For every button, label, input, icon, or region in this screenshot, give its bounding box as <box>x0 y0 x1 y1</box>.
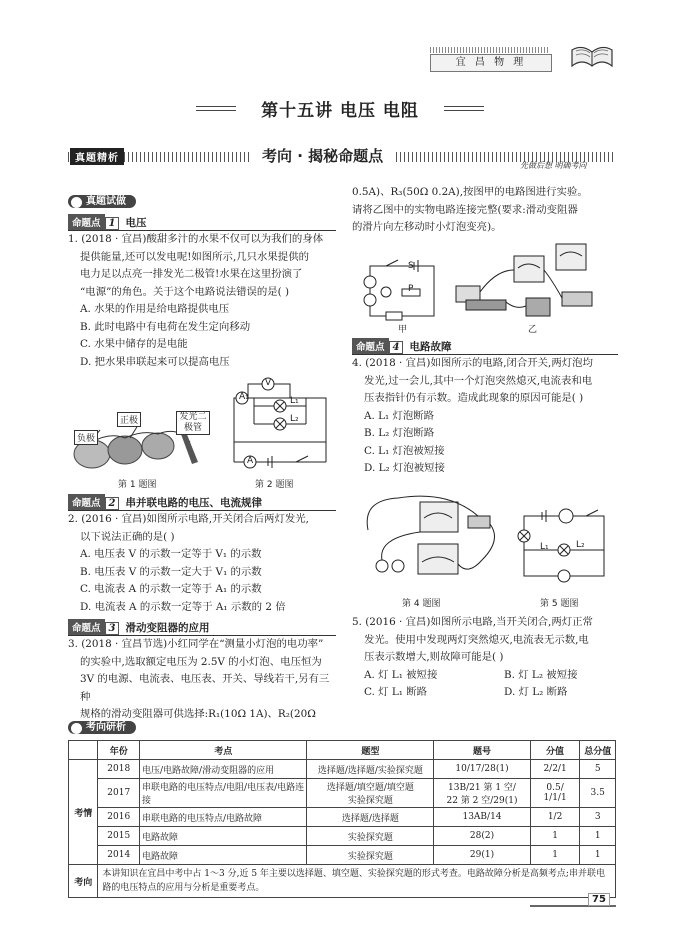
book-icon <box>568 40 616 72</box>
cell: 串联电路的电压特点/电路故障 <box>140 808 307 827</box>
cell: 13B/21 第 1 空/ 22 第 2 空/29(1) <box>434 779 530 808</box>
fig1-led-label: 发光二极管 <box>176 411 210 435</box>
q2-option-c: C. 电流表 A 的示数一定等于 A₁ 的示数 <box>80 583 262 595</box>
row-group-label: 考情 <box>69 760 98 865</box>
table-foot-row <box>69 865 616 898</box>
kd3-title: 滑动变阻器的应用 <box>125 622 210 634</box>
right-column <box>352 184 618 237</box>
fig2-circuit <box>220 376 338 474</box>
cell: 13AB/14 <box>434 808 530 827</box>
fig3-s-label: S <box>408 261 414 271</box>
q2-option-a: A. 电压表 V 的示数一定等于 V₁ 的示数 <box>80 548 262 560</box>
cell: 2015 <box>98 827 140 846</box>
table-corner <box>69 741 98 760</box>
q4-line: 发光,过一会儿,其中一个灯泡突然熄灭,电流表和电 <box>364 374 593 387</box>
q1-option-b: B. 此时电路中有电荷在发生定向移动 <box>80 320 251 333</box>
q4-option-b: B. L₂ 灯泡断路 <box>364 427 435 439</box>
cell: 3.5 <box>580 779 616 808</box>
kd4-heading <box>352 338 618 355</box>
kd1-num: 1 <box>105 217 120 230</box>
cell: 串联电路的电压特点/电阻/电压表/电路连接 <box>140 779 307 808</box>
cell: 10/17/28(1) <box>434 760 530 779</box>
cell: 29(1) <box>434 846 530 865</box>
fig2-a-label: A <box>247 456 254 466</box>
kd1-title: 电压 <box>125 217 147 229</box>
kd4-num: 4 <box>389 341 404 354</box>
right-column-2 <box>352 338 618 478</box>
q1-line: “电源”的角色。关于这个电路说法错误的是( ) <box>80 285 290 298</box>
kd3-num: 3 <box>105 622 120 635</box>
th-total: 总分值 <box>580 741 616 760</box>
kd2-num: 2 <box>105 497 120 510</box>
fig1-caption: 第 1 题图 <box>118 480 157 490</box>
cell: 2016 <box>98 808 140 827</box>
fig2-l2-label: L₂ <box>290 414 299 424</box>
q3-cont-line: 0.5A)、R₃(50Ω 0.2A),按图甲的电路图进行实验。 <box>352 186 588 198</box>
cell: 2014 <box>98 846 140 865</box>
q1-line: 提供能量,还可以发电呢!如图所示,几只水果提供的 <box>80 250 309 263</box>
fig2-caption: 第 2 题图 <box>255 480 294 490</box>
fig4-caption: 第 4 题图 <box>402 599 441 609</box>
left-column-2 <box>68 494 336 724</box>
cell: 1 <box>580 846 616 865</box>
q2-option-d: D. 电流表 A 的示数一定等于 A₁ 示数的 2 倍 <box>80 600 286 613</box>
q4-line: 压表指针仍有示数。造成此现象的原因可能是( ) <box>364 392 584 404</box>
cell: 2/2/1 <box>530 760 580 779</box>
kd1-heading <box>68 214 336 231</box>
kd2-tag: 命题点 <box>68 494 105 510</box>
table-row <box>69 760 616 779</box>
kd3-heading <box>68 619 336 636</box>
exam-stats-table <box>68 740 616 898</box>
band-label: 真题精析 <box>70 148 124 165</box>
q4-option-a: A. L₁ 灯泡断路 <box>364 409 435 422</box>
fig5-caption: 第 5 题图 <box>540 599 579 609</box>
header-tag: 宜 昌 物 理 <box>430 54 552 72</box>
cell: 3 <box>580 808 616 827</box>
fig2-v-label: V <box>265 378 272 388</box>
cell: 电路故障 <box>140 827 307 846</box>
fig3-p-label: P <box>408 284 414 294</box>
cell: 选择题/填空题/填空题 实验探究题 <box>307 779 434 808</box>
q5-line: 5. (2016 · 宜昌)如图所示电路,当开关闭合,两灯正常 <box>352 616 593 628</box>
q5-option-a: A. 灯 L₁ 被短接 <box>364 668 438 681</box>
th-type: 题型 <box>307 741 434 760</box>
q4-line: 4. (2018 · 宜昌)如图所示的电路,闭合开关,两灯泡均 <box>352 357 593 369</box>
cell: 实验探究题 <box>307 827 434 846</box>
cell: 28(2) <box>434 827 530 846</box>
table-row <box>69 846 616 865</box>
q2-option-b: B. 电压表 V 的示数一定大于 V₁ 的示数 <box>80 565 262 578</box>
fig3-circuits <box>356 240 616 336</box>
table-row <box>69 808 616 827</box>
cell: 1 <box>530 827 580 846</box>
q5-option-c: C. 灯 L₁ 断路 <box>364 686 428 698</box>
q3-line: 3V 的电源、电流表、电压表、开关、导线若干,另有三种 <box>80 673 330 703</box>
kd1-tag: 命题点 <box>68 214 105 230</box>
th-number: 题号 <box>434 741 530 760</box>
kd4-title: 电路故障 <box>409 341 452 353</box>
q3-line: 的实验中,选取额定电压为 2.5V 的小灯泡、电压恒为 <box>80 655 322 668</box>
q1-option-a: A. 水果的作用是给电路提供电压 <box>80 303 230 315</box>
cell: 1/2 <box>530 808 580 827</box>
q3-line: 规格的滑动变阻器可供选择:R₁(10Ω 1A)、R₂(20Ω <box>80 708 316 720</box>
cell: 2018 <box>98 760 140 779</box>
foot-text: 本讲知识在宜昌中考中占 1～3 分,近 5 年主要以选择题、填空题、实验探究题的形式考查。电路故障分析是高频考点;串并联电路的电压特点的应用与分析是重要考点。 <box>98 865 616 898</box>
q1-line: 电力足以点亮一排发光二极管!水果在这里扮演了 <box>80 268 303 280</box>
q5-line: 压表示数增大,则故障可能是( ) <box>364 651 504 663</box>
right-column-3 <box>352 614 618 702</box>
q5-line: 发光。使用中发现两灯突然熄灭,电流表无示数,电 <box>364 633 589 646</box>
fig2-a1-label: A₁ <box>239 392 249 402</box>
cell: 电路故障 <box>140 846 307 865</box>
cell: 0.5/ 1/1/1 <box>530 779 580 808</box>
q1-option-c: C. 水果中储存的是电能 <box>80 338 188 350</box>
band-subtitle: 先做后想 明确考向 <box>520 161 587 170</box>
q3-cont-line: 的滑片向左移动时小灯泡变亮)。 <box>352 221 502 233</box>
kd2-title: 串并联电路的电压、电流规律 <box>125 497 262 509</box>
section-kaoxiang: 考向研析 <box>68 721 136 734</box>
th-year: 年份 <box>98 741 140 760</box>
fig1-pos-label: 正极 <box>117 412 141 427</box>
chapter-title: 第十五讲 电压 电阻 <box>261 101 419 121</box>
table-row <box>69 779 616 808</box>
fig5-l1-label: L₁ <box>540 542 549 552</box>
cell: 1 <box>580 827 616 846</box>
cell: 选择题/选择题/实验探究题 <box>307 760 434 779</box>
q2-line: 以下说法正确的是( ) <box>80 530 175 543</box>
left-column <box>68 214 336 371</box>
q2-line: 2. (2016 · 宜昌)如图所示电路,开关闭合后两灯发光, <box>68 513 309 525</box>
cell: 2017 <box>98 779 140 808</box>
header-hatch <box>430 47 550 53</box>
kd3-tag: 命题点 <box>68 619 105 635</box>
section-zhenti: 真题试做 <box>68 195 136 208</box>
q5-option-d: D. 灯 L₂ 断路 <box>504 686 568 698</box>
page-number: 75 <box>588 893 610 906</box>
q1-line: 1. (2018 · 宜昌)酸甜多汁的水果不仅可以为我们的身体 <box>68 233 324 245</box>
q5-option-b: B. 灯 L₂ 被短接 <box>504 668 578 681</box>
fig2-l1-label: L₁ <box>290 396 299 406</box>
q4-option-d: D. L₂ 灯泡被短接 <box>364 462 445 474</box>
kd2-heading <box>68 494 336 511</box>
cell: 1 <box>530 846 580 865</box>
cell: 5 <box>580 760 616 779</box>
th-score: 分值 <box>530 741 580 760</box>
q1-option-d: D. 把水果串联起来可以提高电压 <box>80 355 230 368</box>
q3-cont-line: 请将乙图中的实物电路连接完整(要求:滑动变阻器 <box>352 203 578 216</box>
cell: 电压/电路故障/滑动变阻器的应用 <box>140 760 307 779</box>
cell: 实验探究题 <box>307 846 434 865</box>
fig3-jia-label: 甲 <box>398 325 408 335</box>
q4-option-c: C. L₁ 灯泡被短接 <box>364 444 445 457</box>
fig3-yi-label: 乙 <box>528 325 538 335</box>
cell: 选择题/选择题 <box>307 808 434 827</box>
q3-line: 3. (2018 · 宜昌节选)小红同学在“测量小灯泡的电功率” <box>68 638 324 650</box>
table-row <box>69 827 616 846</box>
foot-label: 考向 <box>69 865 98 898</box>
band-title: 考向 · 揭秘命题点 <box>252 145 393 166</box>
fig1-neg-label: 负极 <box>74 430 98 445</box>
kd4-tag: 命题点 <box>352 338 389 354</box>
fig5-l2-label: L₂ <box>576 540 585 550</box>
th-topic: 考点 <box>140 741 307 760</box>
